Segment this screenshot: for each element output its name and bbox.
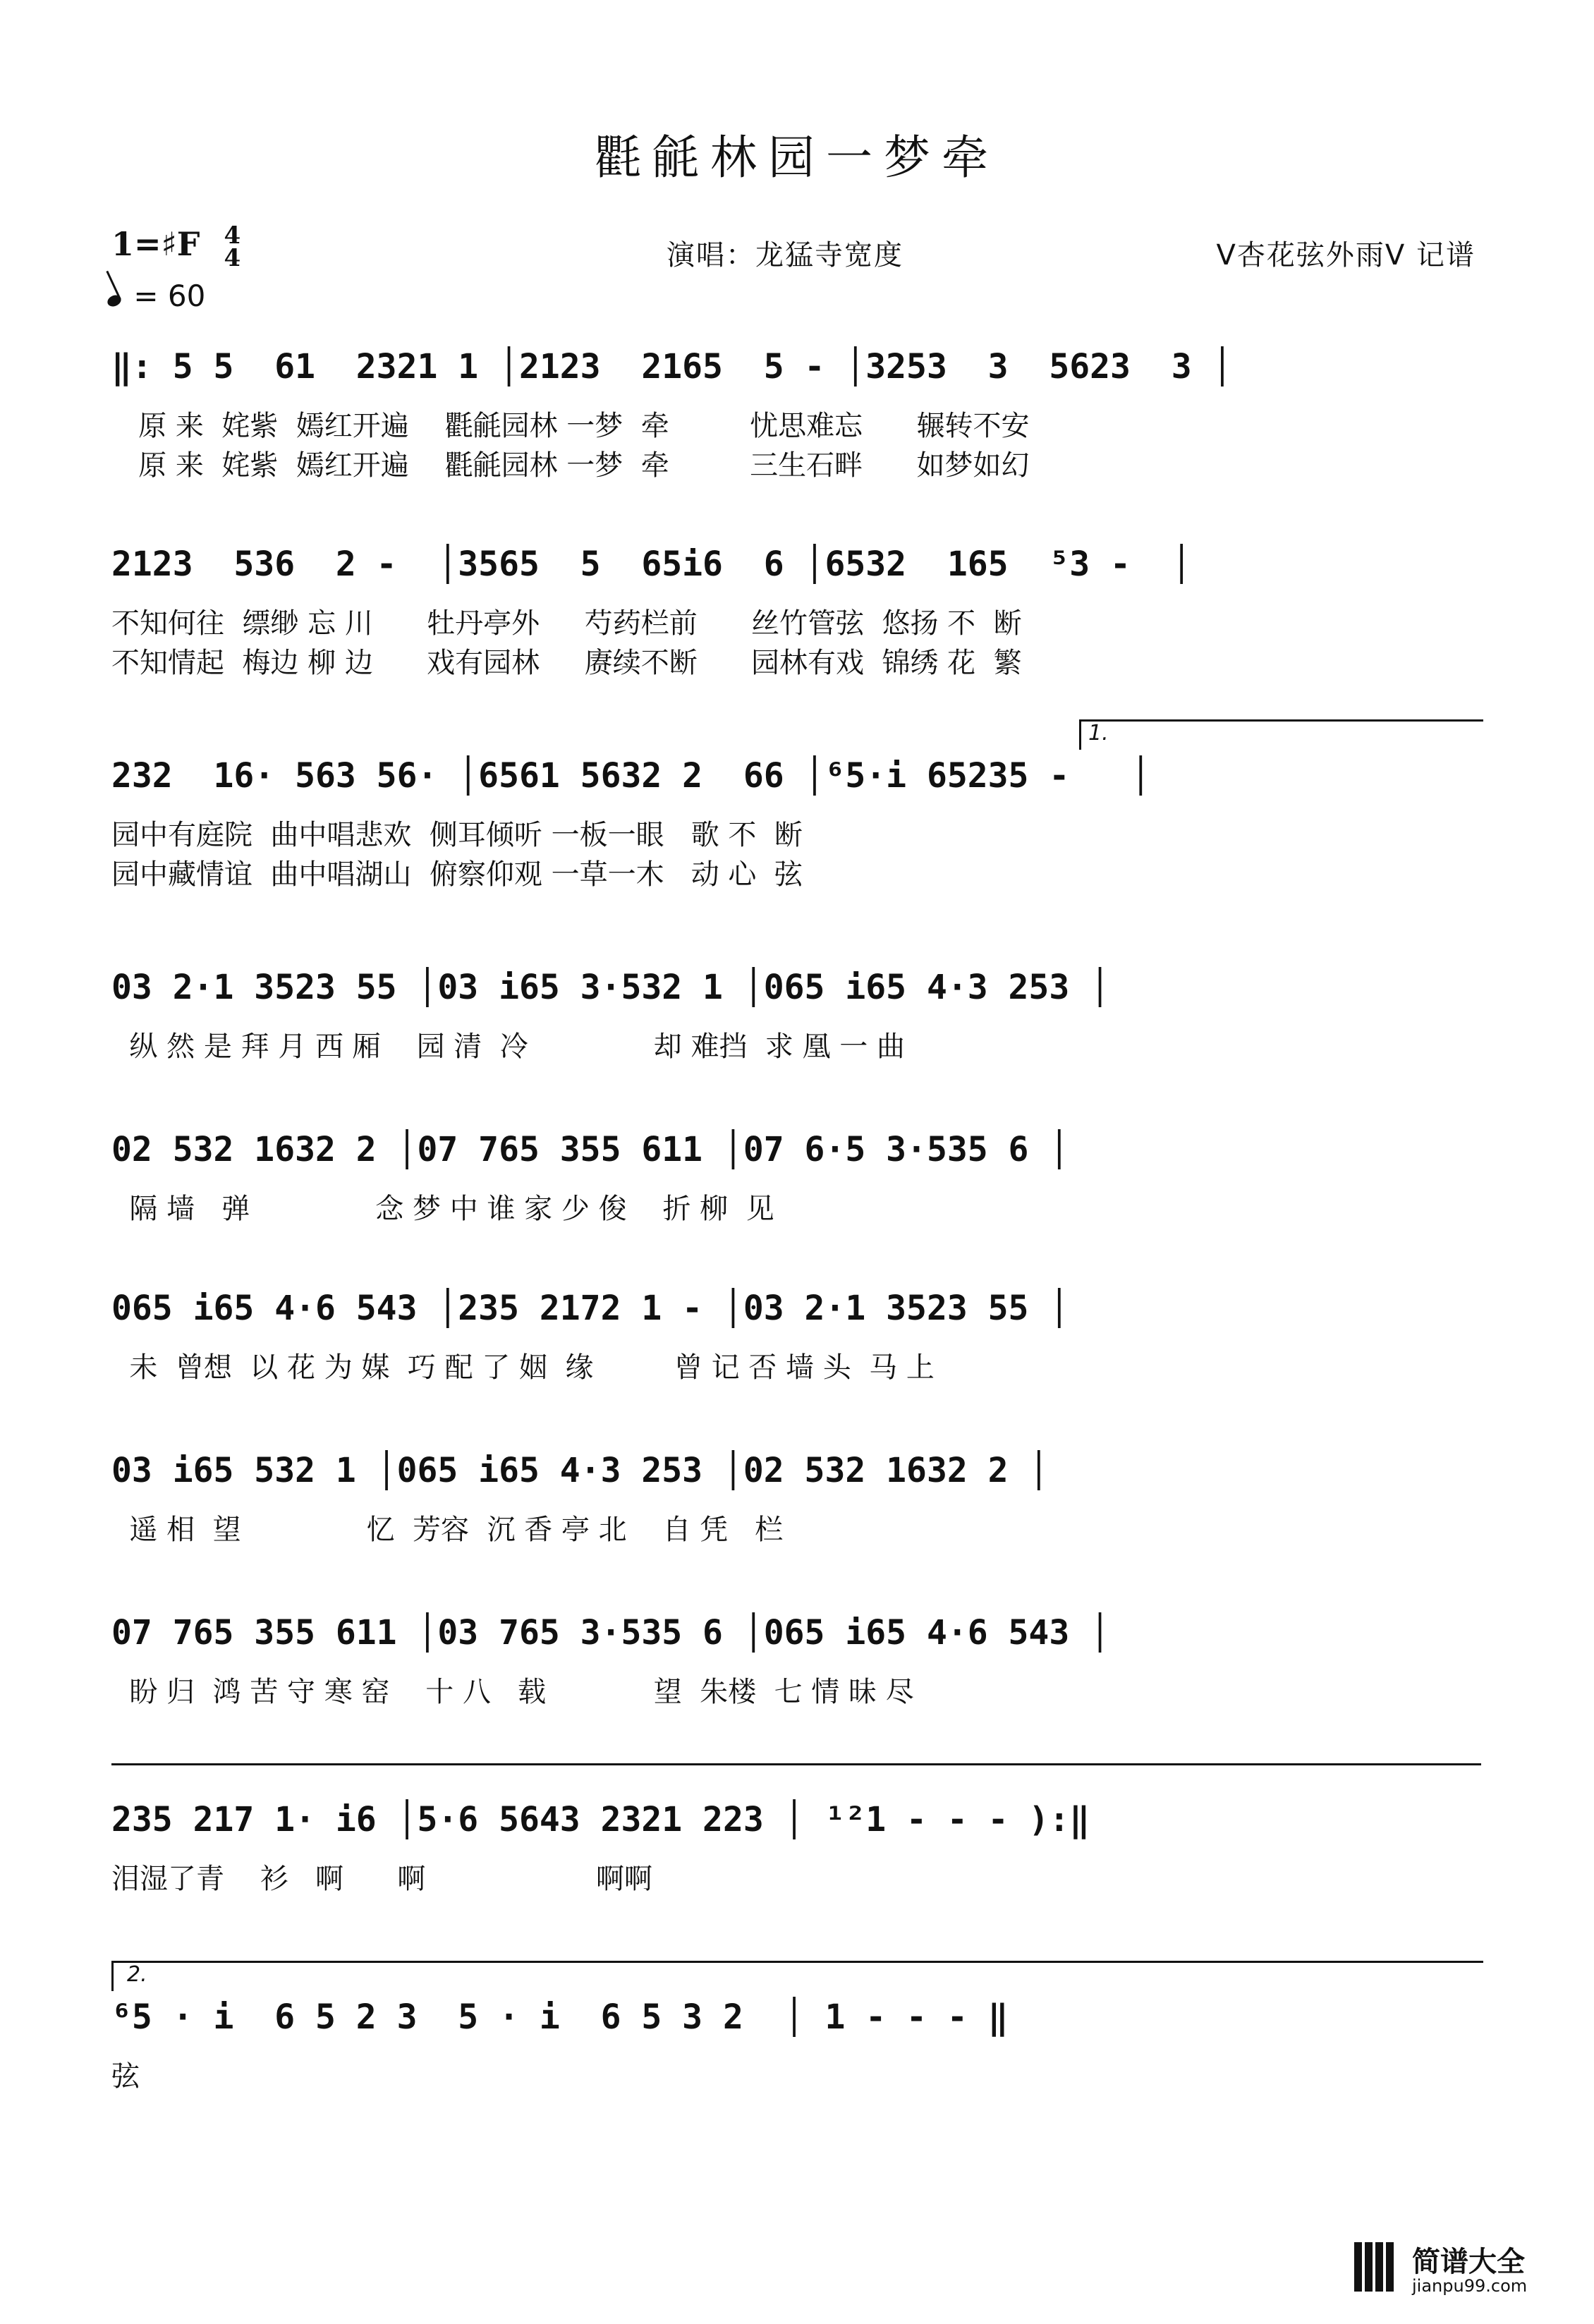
lyric-verse-2: 原 来 姹紫 嫣红开遍 氍毹园林 一梦 牵 三生石畔 如梦如幻 — [111, 449, 1030, 482]
score-row-10 — [111, 1962, 1481, 2172]
notation-line: 02 532 1632 2 │07 765 355 611 │07 6·5 3·535 6 │ — [111, 1130, 1070, 1169]
watermark-brand: 简谱大全 — [1412, 2246, 1525, 2278]
score-row-1 — [111, 339, 1481, 522]
score-row-5 — [111, 1121, 1481, 1305]
score-row-6 — [111, 1280, 1481, 1464]
watermark-url: jianpu99.com — [1412, 2276, 1528, 2296]
lyric-line: 纵 然 是 拜 月 西 厢 园 清 冷 却 难挡 求 凰 一 曲 — [111, 1030, 906, 1063]
lyric-line: 遥 相 望 忆 芳容 沉 香 亭 北 自 凭 栏 — [111, 1514, 784, 1546]
notation-line: 07 765 355 611 │03 765 3·535 6 │065 i65 4·6 543 │ — [111, 1613, 1111, 1653]
score-row-7 — [111, 1442, 1481, 1626]
lyric-line: 隔 墙 弹 念 梦 中 谁 家 少 俊 折 柳 见 — [111, 1193, 774, 1225]
singer-credit: 演唱：龙猛寺宽度 — [667, 239, 904, 272]
notation-line: 03 i65 532 1 │065 i65 4·3 253 │02 532 1632 2 │ — [111, 1451, 1050, 1490]
notation-line: 2123 536 2 - │3565 5 65i6 6 │6532 165 ⁵3 - │ — [111, 545, 1192, 584]
lyric-verse-1: 不知何往 缥缈 忘 川 牡丹亭外 芍药栏前 丝竹管弦 悠扬 不 断 — [111, 607, 1022, 640]
score-row-2 — [111, 536, 1481, 719]
transcriber-credit: V杏花弦外雨V 记谱 — [1216, 239, 1476, 272]
lyric-line: 盼 归 鸿 苦 守 寒 窑 十 八 载 望 朱楼 七 情 昧 尽 — [111, 1676, 914, 1708]
notation-line: 235 217 1· i6 │5·6 5643 2321 223 │ ¹²1 - - - ):‖ — [111, 1800, 1090, 1839]
score-row-3 — [111, 721, 1481, 931]
notation-line: 065 i65 4·6 543 │235 2172 1 - │03 2·1 3523 55 │ — [111, 1289, 1070, 1328]
page-title: 氍毹林园一梦牵 — [595, 130, 999, 185]
tempo-marking — [107, 279, 205, 313]
second-ending-bracket — [111, 1961, 1483, 1991]
time-signature — [224, 221, 241, 272]
score-row-8 — [111, 1605, 1481, 1788]
first-ending-label: 1. — [1088, 721, 1109, 746]
time-signature-top: 4 — [224, 221, 241, 250]
time-signature-bottom: 4 — [224, 244, 241, 272]
lyric-verse-2: 园中藏情谊 曲中唱湖山 俯察仰观 一草一木 动 心 弦 — [111, 858, 803, 891]
second-ending-label: 2. — [127, 1962, 147, 1987]
lyric-line: 弦 — [111, 2060, 140, 2093]
key-label: 1=♯F — [111, 225, 200, 263]
lyric-verse-1: 原 来 姹紫 嫣红开遍 氍毹园林 一梦 牵 忧思难忘 辗转不安 — [111, 410, 1030, 442]
quarter-note-icon — [106, 293, 123, 308]
site-watermark — [1354, 2239, 1566, 2303]
score-row-9 — [111, 1791, 1481, 1975]
notation-line: ‖: 5 5 61 2321 1 │2123 2165 5 - │3253 3 5623 3 │ — [111, 347, 1233, 387]
notation-line: 232 16· 563 56· │6561 5632 2 66 │⁶5·i 65235 - │ — [111, 756, 1151, 796]
first-ending-bracket — [1079, 719, 1483, 750]
lyric-line: 泪湿了青 衫 啊 啊 啊啊 — [111, 1863, 652, 1895]
lyric-verse-1: 园中有庭院 曲中唱悲欢 侧耳倾听 一板一眼 歌 不 断 — [111, 819, 803, 851]
lyric-verse-2: 不知情起 梅边 柳 边 戏有园林 赓续不断 园林有戏 锦绣 花 繁 — [111, 647, 1022, 679]
piano-keys-icon — [1354, 2242, 1404, 2292]
lyric-line: 未 曾想 以 花 为 媒 巧 配 了 姻 缘 曾 记 否 墙 头 马 上 — [111, 1351, 935, 1384]
tempo-value: = 60 — [133, 279, 206, 313]
notation-line: ⁶5 · i 6 5 2 3 5 · i 6 5 3 2 │ 1 - - - ‖ — [111, 1997, 1009, 2037]
score-row-4 — [111, 959, 1481, 1143]
key-signature — [111, 221, 241, 272]
notation-line: 03 2·1 3523 55 │03 i65 3·532 1 │065 i65 4·3 253 │ — [111, 968, 1111, 1007]
repeat-bracket — [111, 1763, 1481, 1794]
